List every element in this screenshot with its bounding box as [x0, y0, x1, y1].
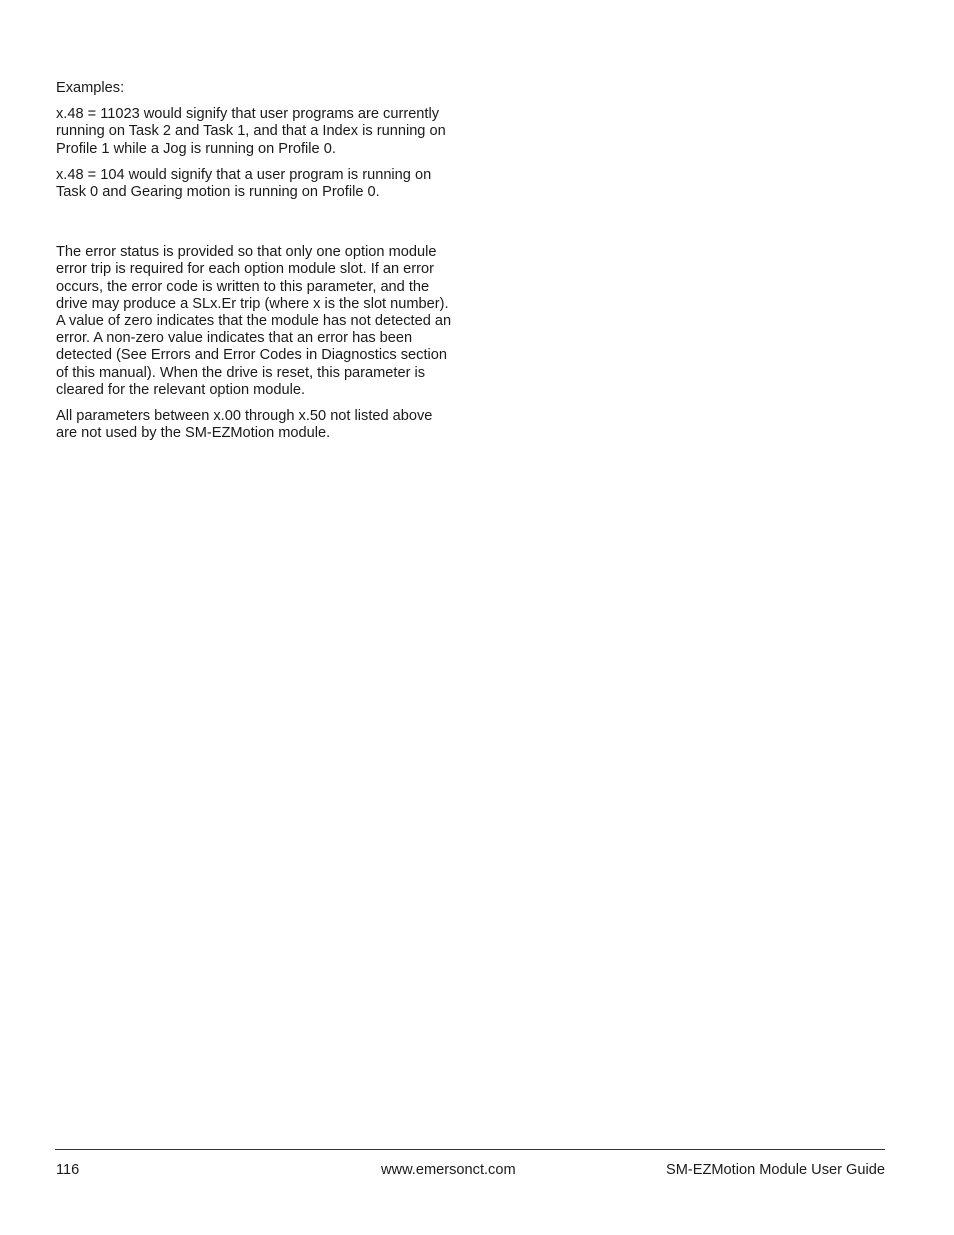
example-paragraph-2: x.48 = 104 would signify that a user program is running on Task 0 and Gearing motion is running on Profile 0.: [56, 166, 432, 201]
footer-divider: [55, 1149, 885, 1150]
error-status-paragraph: The error status is provided so that only one option module error trip is required for each option module slot. If an error occurs, the error code is written to this parameter, and the drive may produce a SLx.Er trip (where x is the slot number). A value of zero indicates that the module has not detected an error. A non-zero value indicates that an error has been detected (See Errors and Error Codes in Diagnostics section of this manual). When the drive is reset, this parameter is cleared for the relevant option module.: [56, 244, 452, 398]
footer-guide-title: SM-EZMotion Module User Guide: [666, 1162, 885, 1178]
main-text-column: [56, 80, 456, 451]
footer-website: www.emersonct.com: [381, 1162, 516, 1178]
example-paragraph-1: x.48 = 11023 would signify that user programs are currently running on Task 2 and Task 1, and that a Index is running on Profile 1 while a Jog is running on Profile 0.: [56, 106, 446, 157]
page-number: 116: [56, 1162, 80, 1178]
section-gap: [56, 210, 456, 244]
unused-parameters-paragraph: All parameters between x.00 through x.50 not listed above are not used by the SM-EZMotion module.: [56, 408, 433, 442]
examples-label: Examples:: [56, 80, 125, 96]
